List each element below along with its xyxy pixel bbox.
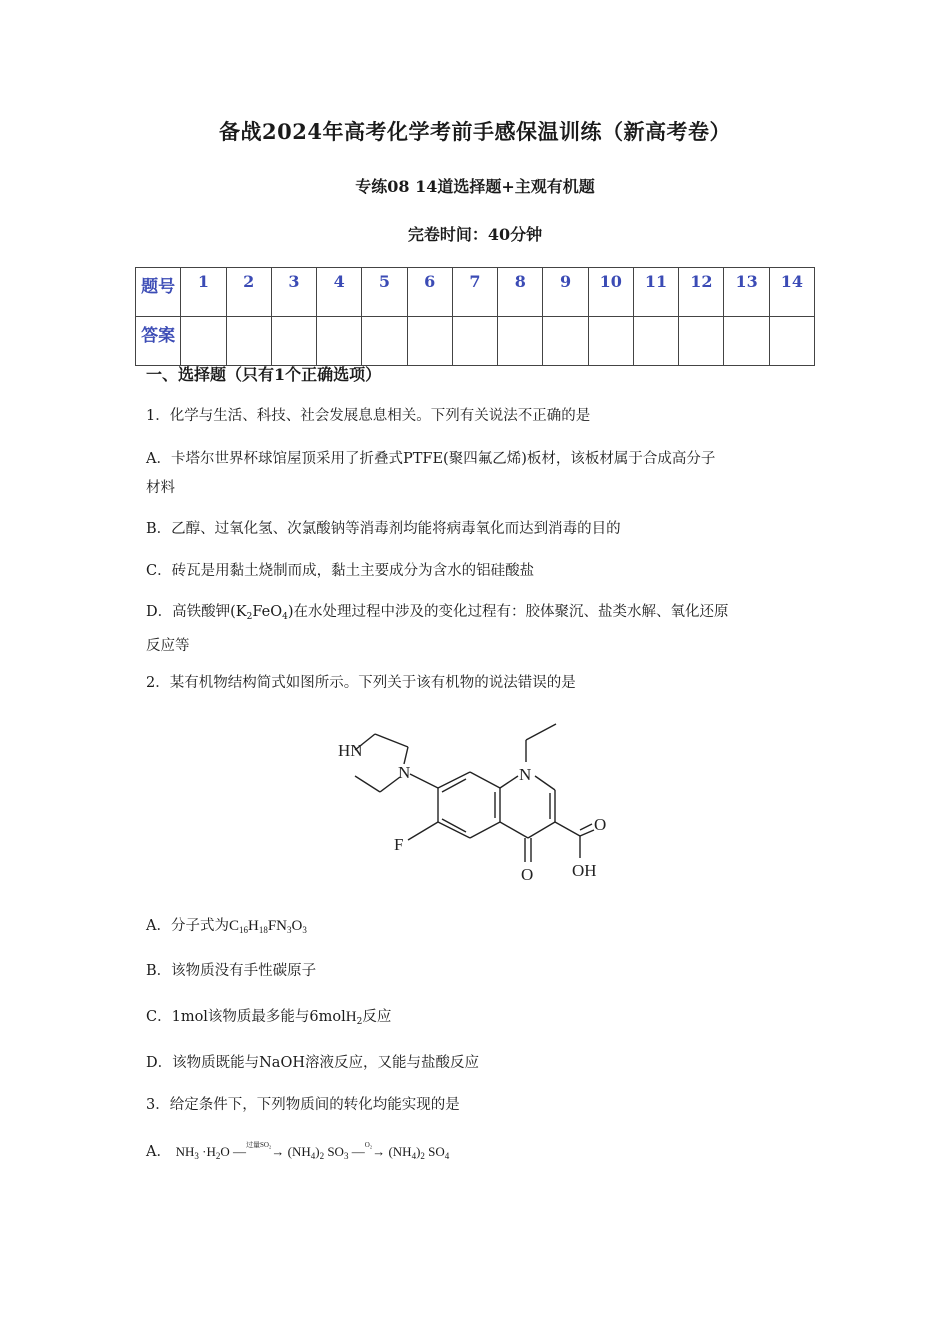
molecular-formula — [229, 918, 307, 934]
q2-stem: 2．某有机物结构简式如图所示。下列关于该有机物的说法错误的是 — [146, 675, 576, 691]
bond — [355, 776, 380, 792]
q3-option-a — [146, 1137, 816, 1171]
question-number-cell: 10 — [588, 268, 633, 317]
q1-stem: 1．化学与生活、科技、社会发展息息相关。下列有关说法不正确的是 — [146, 408, 591, 424]
q1-d-line2: 反应等 — [146, 638, 190, 654]
q1-d-sub: 4 — [282, 612, 288, 622]
answer-cell[interactable] — [407, 317, 452, 366]
reaction-equation — [175, 1141, 450, 1161]
atom-label: N — [519, 765, 532, 784]
bond — [580, 824, 592, 830]
formula-sub: 16 — [239, 925, 248, 935]
time-limit: 完卷时间：40分钟 — [407, 225, 543, 244]
question-number-row — [136, 268, 815, 317]
q1-option-a-line1: A．卡塔尔世界杯球馆屋顶采用了折叠式PTFE(聚四氟乙烯)板材，该板材属于合成高分子 — [146, 451, 716, 467]
q2-option-c — [146, 1003, 816, 1037]
formula-sub: 18 — [258, 925, 268, 935]
rxn-part: (NH — [287, 1144, 311, 1159]
atom-label: O — [594, 815, 607, 834]
rxn-sub: 3 — [343, 1151, 349, 1161]
question-number-cell: 9 — [543, 268, 588, 317]
q1-option-c: C．砖瓦是用黏土烧制而成，黏土主要成分为含水的铝硅酸盐 — [146, 563, 535, 579]
question-number-cell: 3 — [271, 268, 316, 317]
answer-cell[interactable] — [588, 317, 633, 366]
answer-cell[interactable] — [271, 317, 316, 366]
atom-label: HN — [338, 741, 363, 760]
molecular-structure — [330, 712, 620, 892]
rxn-part: (NH — [388, 1144, 412, 1159]
q3-stem: 3．给定条件下，下列物质间的转化均能实现的是 — [146, 1097, 460, 1113]
question-number-cell: 6 — [407, 268, 452, 317]
rxn-part: SO — [324, 1144, 344, 1159]
reaction-arrow: —$^{过量SO_2}$→ — [232, 1141, 285, 1159]
answer-cell[interactable] — [498, 317, 543, 366]
document-title: 备战2024年高考化学考前手感保温训练（新高考卷） — [219, 119, 731, 144]
formula-part: H — [248, 918, 259, 934]
bond — [408, 822, 438, 840]
question-number-cell: 2 — [226, 268, 271, 317]
q1-option-d — [146, 598, 816, 661]
answer-cell[interactable] — [769, 317, 814, 366]
rxn-sub: 3 — [194, 1151, 199, 1161]
bond — [528, 822, 555, 838]
atom-label: OH — [572, 861, 597, 880]
reaction-arrow: —$^{O_2}$→ — [351, 1141, 386, 1159]
arrow-condition: O₂ — [364, 1141, 373, 1149]
formula-sub: 2 — [356, 1017, 363, 1027]
bond — [404, 747, 408, 764]
answer-cell[interactable] — [679, 317, 724, 366]
q1-option-b: B．乙醇、过氧化氢、次氯酸钠等消毒剂均能将病毒氧化而达到消毒的目的 — [146, 521, 621, 537]
q2-option-d: D．该物质既能与NaOH溶液反应，又能与盐酸反应 — [146, 1055, 479, 1071]
bond — [442, 779, 466, 792]
rxn-sub: 2 — [420, 1151, 425, 1161]
q2-c-prefix: C．1mol该物质最多能与6mol — [146, 1009, 346, 1025]
document-subtitle: 专练08 14道选择题+主观有机题 — [355, 177, 595, 196]
answer-row — [136, 317, 815, 366]
rxn-sub: 2 — [215, 1151, 221, 1161]
question-number-cell: 13 — [724, 268, 769, 317]
question-number-cell: 5 — [362, 268, 407, 317]
rxn-sub: 4 — [310, 1151, 316, 1161]
atom-label: O — [521, 865, 534, 884]
question-number-cell: 14 — [769, 268, 814, 317]
answer-cell[interactable] — [181, 317, 226, 366]
bond — [470, 822, 500, 838]
bond — [500, 822, 528, 838]
bond — [580, 830, 594, 836]
answer-cell[interactable] — [226, 317, 271, 366]
q3-a-prefix: A． — [146, 1144, 171, 1160]
section-heading: 一、选择题（只有1个正确选项） — [146, 365, 382, 384]
formula-sub: 3 — [302, 925, 307, 935]
bond — [500, 776, 518, 788]
q1-d-text: FeO — [252, 604, 283, 620]
rxn-part: ) — [315, 1144, 320, 1159]
bond — [438, 822, 470, 838]
arrow-condition: 过量SO₂ — [245, 1141, 272, 1149]
question-number-cell: 12 — [679, 268, 724, 317]
question-number-cell: 4 — [317, 268, 362, 317]
answer-cell[interactable] — [317, 317, 362, 366]
formula-part: O — [291, 918, 303, 934]
bond — [375, 734, 408, 747]
answer-cell[interactable] — [633, 317, 678, 366]
formula-part: FN — [267, 918, 288, 934]
rxn-part: ) — [416, 1144, 421, 1159]
bond — [535, 776, 555, 790]
rxn-part: O — [220, 1144, 230, 1159]
q1-option-a — [146, 445, 816, 503]
question-number-cell: 11 — [633, 268, 678, 317]
bond — [410, 774, 438, 788]
question-number-cell: 1 — [181, 268, 226, 317]
q2-option-a — [146, 912, 816, 945]
rxn-part: ·H — [198, 1144, 216, 1159]
question-number-cell: 8 — [498, 268, 543, 317]
answer-cell[interactable] — [452, 317, 497, 366]
bond — [380, 777, 400, 792]
q1-option-a-line2: 材料 — [146, 480, 175, 496]
rxn-sub: 2 — [319, 1151, 325, 1161]
answer-cell[interactable] — [362, 317, 407, 366]
q1-d-sub: 2 — [246, 612, 253, 622]
atom-label: N — [398, 763, 411, 782]
formula-part: C — [228, 918, 239, 934]
answer-cell[interactable] — [724, 317, 769, 366]
bond — [555, 822, 580, 836]
rxn-part: NH — [175, 1144, 195, 1159]
atom-label: F — [394, 835, 404, 854]
q2-option-b: B．该物质没有手性碳原子 — [146, 963, 317, 979]
rxn-sub: 4 — [411, 1151, 417, 1161]
formula-sub: 3 — [287, 925, 292, 935]
rxn-part: SO — [424, 1144, 445, 1159]
rxn-sub: 4 — [444, 1151, 450, 1161]
bond — [526, 724, 556, 740]
question-number-cell: 7 — [452, 268, 497, 317]
q1-d-text: D．高铁酸钾(K — [146, 604, 247, 620]
question-number-header: 题号 — [136, 268, 181, 317]
formula-part: H — [345, 1009, 357, 1025]
answer-table — [135, 267, 815, 366]
bond — [470, 772, 500, 788]
q2-a-prefix: A．分子式为 — [146, 918, 229, 934]
answer-cell[interactable] — [543, 317, 588, 366]
answer-header: 答案 — [136, 317, 181, 366]
q2-c-suffix: 反应 — [362, 1009, 392, 1025]
q1-d-text: )在水处理过程中涉及的变化过程有：胶体聚沉、盐类水解、氧化还原 — [287, 604, 729, 620]
